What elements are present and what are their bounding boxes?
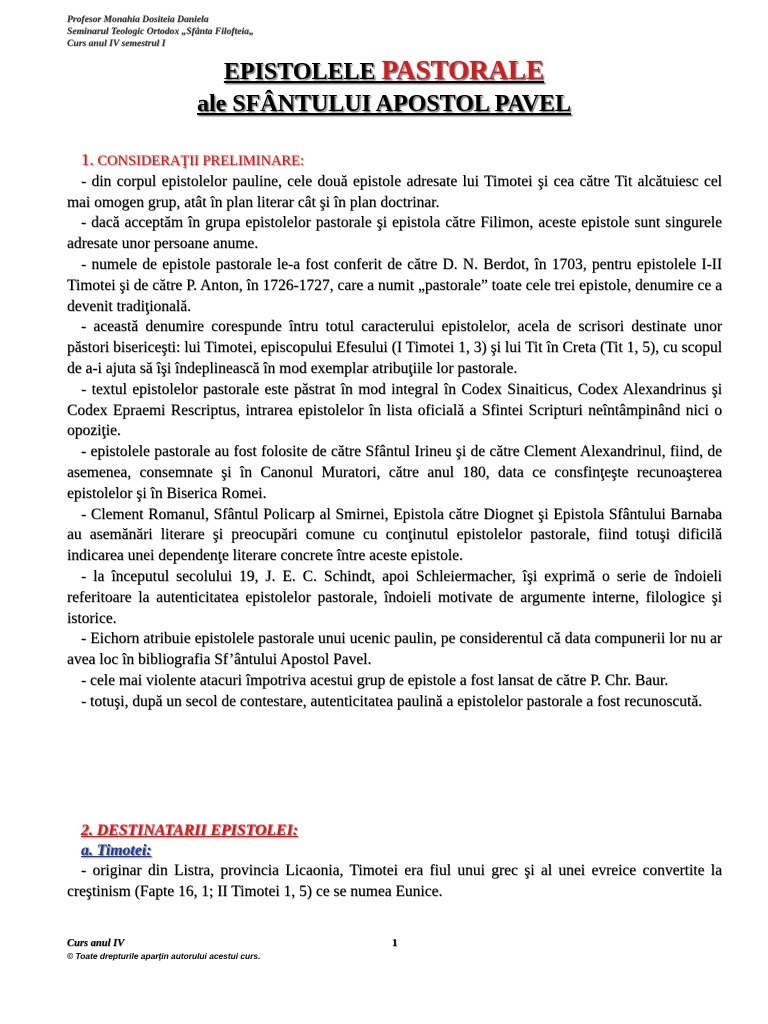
paragraph: - totuşi, după un secol de contestare, autenticitatea paulină a epistolelor pastorale a fost recunoscută. (81, 692, 703, 710)
paragraph: - la începutul secolului 19, J. E. C. Schindt, apoi Schleiermacher, îşi exprimă o serie de îndoieli referitoare la autenticitatea epistolelor pastorale, îndoieli motivate de argumente interne, filologice şi istorice. (67, 567, 722, 627)
section2-subheading: a. Timotei: (81, 842, 152, 859)
section1-heading (81, 150, 722, 172)
paragraph: - originar din Listra, provincia Licaonia, Timotei era fiul unui grec şi al unei evreice convertite la creştinism (Fapte 16, 1; II Timotei 1, 5) ce se numea Eunice. (67, 862, 722, 900)
header-course: Curs anul IV semestrul I (67, 38, 166, 49)
section1-title: CONSIDERAŢII PRELIMINARE: (93, 153, 304, 169)
paragraph: - Eichorn atribuie epistolele pastorale unui ucenic paulin, pe considerentul că data compunerii lor nu ar avea loc în bibliografia Sf’ântului Apostol Pavel. (67, 630, 722, 669)
paragraph: - cele mai violente atacuri împotriva acestui grup de epistole a fost lansat de către P. Chr. Baur. (81, 671, 669, 689)
paragraph: - numele de epistole pastorale le-a fost conferit de către D. N. Berdot, în 1703, pentru epistolele I-II Timotei şi de către P. Anton, în 1726-1727, care a numit „pastorale” toate cele trei epistole, denumire ce a devenit tradiţională. (67, 255, 722, 315)
paragraph: - Clement Romanul, Sfântul Policarp al Smirnei, Epistola către Diognet şi Epistola Sfântului Barnaba au asemănări literare şi preocupări comune cu conţinutul epistolelor pastorale, fiind totuşi dificilă indicarea unei dependenţe literare concrete între aceste epistole. (67, 505, 722, 565)
document-header (67, 14, 254, 50)
section-preliminary (67, 150, 722, 713)
title-part-black: EPISTOLELE (223, 59, 382, 85)
paragraph: - dacă acceptăm în grupa epistolelor pastorale şi epistola către Filimon, aceste epistole sunt singurele adresate unor persoane anume. (67, 214, 722, 253)
paragraph: - epistolele pastorale au fost folosite de către Sfântul Irineu şi de către Clement Alexandrinul, fiind, de asemenea, consemnate şi în Canonul Muratori, către anul 180, data ce consfinţeşte recunoaşterea epistolelor şi în Biserica Romei. (67, 443, 722, 502)
header-institution: Seminarul Teologic Ortodox „Sfânta Filofteia„ (67, 26, 254, 37)
document-title (0, 54, 768, 88)
page-number: 1 (392, 937, 398, 949)
section1-number: 1. (81, 150, 94, 169)
footer-copyright: © Toate drepturile aparţin autorului acestui curs. (67, 951, 261, 961)
header-author: Profesor Monahia Dositeia Daniela (67, 14, 209, 25)
section-recipients (67, 820, 722, 903)
title-part-red: PASTORALE (381, 55, 545, 85)
paragraph: - textul epistolelor pastorale este păstrat în mod integral în Codex Sinaiticus, Codex Alexandrinus şi Codex Epraemi Rescriptus, intrarea epistolelor în lista oficială a Sfintei Scripturi neîntâmpinând nici o opoziţie. (67, 380, 722, 440)
paragraph: - această denumire corespunde întru totul caracterului epistolelor, acela de scrisori destinate unor păstori bisericeşti: lui Timotei, episcopului Efesului (I Timotei 1, 3) şi lui Tit în Creta (Tit 1, 5), cu scopul de a-i ajuta să îşi îndeplinească în mod exemplar atribuţiile lor pastorale. (67, 318, 722, 377)
footer-course: Curs anul IV (67, 938, 125, 949)
section2-heading: 2. DESTINATARII EPISTOLEI: (81, 822, 298, 839)
paragraph: - din corpul epistolelor pauline, cele două epistole adresate lui Timotei şi cea către Tit alcătuiesc cel mai omogen grup, atât în plan literar cât şi în plan doctrinar. (67, 172, 722, 211)
document-subtitle: ale SFÂNTULUI APOSTOL PAVEL (196, 91, 572, 117)
